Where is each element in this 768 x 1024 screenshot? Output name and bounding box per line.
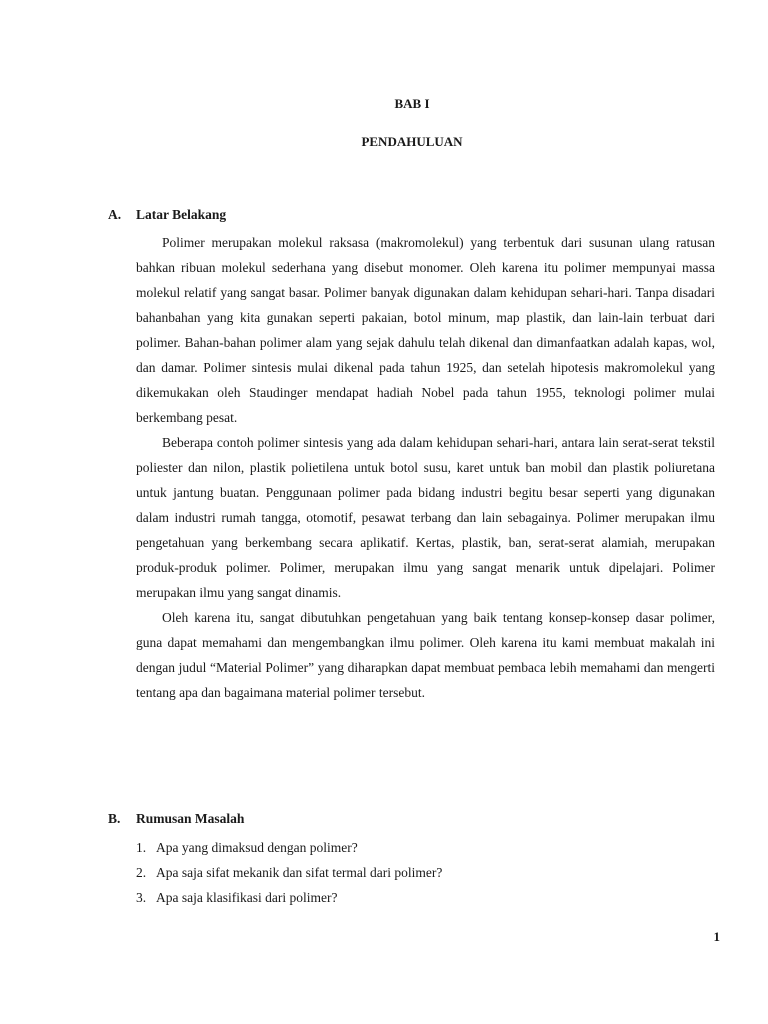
chapter-title: PENDAHULUAN [361,134,463,149]
section-b-title: Rumusan Masalah [136,811,245,826]
list-item-text: Apa saja sifat mekanik dan sifat termal dari polimer? [156,865,443,880]
section-a-letter: A. [108,207,122,222]
list-item-text: Apa saja klasifikasi dari polimer? [156,890,338,905]
paragraph: Polimer merupakan molekul raksasa (makromolekul) yang terbentuk dari susunan ulang ratusan bahkan ribuan molekul sederhana yang disebut monomer. Oleh karena itu polimer mempunyai massa molekul relatif yang sangat basar. Polimer banyak digunakan dalam kehidupan sehari-hari. Tanpa disadari bahanbahan yang kita gunakan seperti pakaian, botol minum, map plastik, dan lain-lain terbuat dari polimer. Bahan-bahan polimer alam yang sejak dahulu telah dikenal dan dimanfaatkan adalah kapas, wol, dan damar. Polimer sintesis mulai dikenal pada tahun 1925, dan setelah hipotesis makromolekul yang dikemukakan oleh Staudinger mendapat hadiah Nobel pada tahun 1955, teknologi polimer mulai berkembang pesat. [136,235,715,425]
section-a-title: Latar Belakang [136,207,227,222]
list-item [136,835,715,860]
list-item-number: 1. [136,840,147,855]
list-item [136,860,715,885]
list-item [136,885,715,910]
list-item-text: Apa yang dimaksud dengan polimer? [156,840,358,855]
list-item-number: 2. [136,865,147,880]
section-b-letter: B. [108,811,121,826]
paragraph: Oleh karena itu, sangat dibutuhkan pengetahuan yang baik tentang konsep-konsep dasar polimer, guna dapat memahami dan mengembangkan ilmu polimer. Oleh karena itu kami membuat makalah ini dengan judul “Material Polimer” yang diharapkan dapat membuat pembaca lebih memahami dan mengerti tentang apa dan bagaimana material polimer tersebut. [136,610,715,700]
paragraph: Beberapa contoh polimer sintesis yang ada dalam kehidupan sehari-hari, antara lain serat-serat tekstil poliester dan nilon, plastik polietilena untuk botol susu, karet untuk ban mobil dan plastik poliuretana untuk jantung buatan. Penggunaan polimer pada bidang industri begitu besar seperti yang digunakan dalam industri rumah tangga, otomotif, pesawat terbang dan lain sebagainya. Polimer merupakan ilmu pengetahuan yang berkembang secara aplikatif. Kertas, plastik, ban, serat-serat alamiah, merupakan produk-produk polimer. Polimer, merupakan ilmu yang sangat menarik untuk dipelajari. Polimer merupakan ilmu yang sangat dinamis. [136,435,715,600]
section-a-body [136,230,715,705]
chapter-number: BAB I [394,96,430,111]
question-list [136,835,715,910]
section-b-heading [108,811,244,827]
section-a-heading [108,207,226,223]
page-number: 1 [713,929,720,944]
list-item-number: 3. [136,890,147,905]
